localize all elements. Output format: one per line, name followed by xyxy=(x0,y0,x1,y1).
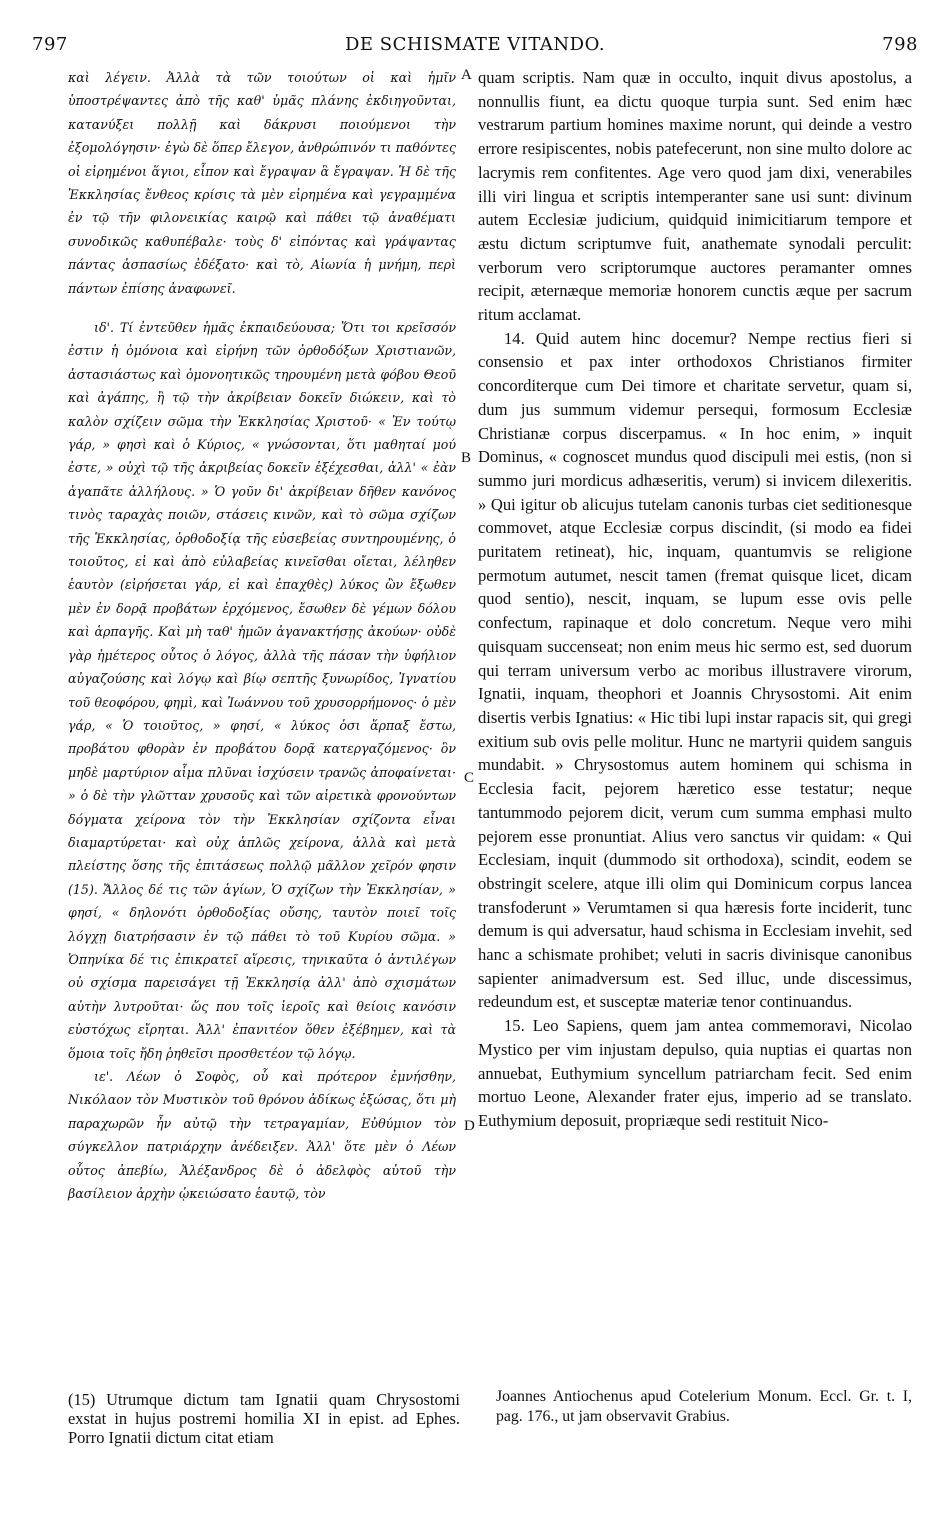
running-header xyxy=(32,30,918,60)
greek-paragraph-14: ιδ'. Τί ἐντεῦθεν ἡμᾶς ἐκπαιδεύουσα; Ὅτι τοι κρεῖσσόν ἐστιν ἡ ὁμόνοια καὶ εἰρήνη τῶν ὀρθοδόξων Χριστιανῶν, ἀστασιάστως καὶ ὁμονοητικῶς τηρουμένη μετὰ φόβου Θεοῦ καὶ ἀγάπης, ἢ τῷ τὴν ἀκρίβειαν δοκεῖν διώκειν, καὶ τὸ καλὸν σχίζειν σῶμα τὴν Ἐκκλησίας Χριστοῦ· « Ἐν τούτῳ γάρ, » φησὶ καὶ ὁ Κύριος, « γνώσονται, ὅτι μαθηταί μού ἐστε, » οὐχὶ τῷ τῆς ἀκριβείας δοκεῖν ἐξέχεσθαι, ἀλλ' « ἐὰν ἀγαπᾶτε ἀλλήλους. » Ὁ γοῦν δι' ἀκρίβειαν δῆθεν κανόνος τινὸς ταραχὰς ποιῶν, στάσεις κινῶν, καὶ τὸ σῶμα σχίζων τῆς Ἐκκλησίας, ὀρθοδοξίᾳ τῆς εὐσεβείας συντηρουμένης, ὁ τοιοῦτος, εἰ καὶ ἀπὸ εὐλαβείας κινεῖσθαι οἴεται, λέληθεν ἑαυτὸν (εἰρήσεται γάρ, εἰ καὶ ἐπαχθὲς) λύκος ὢν ἔξωθεν μὲν ἐν δορᾷ προβάτων ἐρχόμενος, ἔσωθεν δὲ γέμων δόλου καὶ ἁρπαγῆς. Καὶ μὴ ταθ' ἡμῶν ἀγανακτήσῃς ἀκούων· οὐδὲ γὰρ ἡμέτερος οὗτος ὁ λόγος, ἀλλὰ τῆς πάσαν τὴν ὑφήλιον αὐγαζούσης καὶ λόγῳ καὶ βίῳ σεπτῆς ξυνωρίδος, Ἰγνατίου τοῦ θεοφόρου, φημὶ, καὶ Ἰωάννου τοῦ χρυσορρήμονος· ὁ μὲν γάρ, « Ὁ τοιοῦτος, » φησί, « λύκος ὁσι ἅρπαξ ἔστω, προβάτου φθορὰν ἐν προβάτου δορᾷ κατεργαζόμενος· ὃν μηδὲ μαρτύριον αἷμα πλῦναι ἰσχύσειν τρανῶς ἀποφαίνεται· » ὁ δὲ τὴν γλῶτταν χρυσοῦς καὶ τῶν αἱρετικὰ φρονούντων δόγματα χείρονα τὸν τὴν Ἐκκλησίαν σχίζοντα εἶναι διαμαρτύρεται· καὶ οὐχ ἁπλῶς χείρονα, ἀλλὰ καὶ μετὰ πλείστης ὅσης τῆς ἐπιτάσεως πολλῷ μᾶλλον χεῖρόν φησιν (15). Ἄλλος δέ τις τῶν ἁγίων, Ὁ σχίζων τὴν Ἐκκλησίαν, » φησί, « δηλονότι ὀρθοδοξίας οὔσης, ταυτὸν ποιεῖ τοῖς λόγχῃ διατρήσασιν ἐν τῷ πάθει τὸ τοῦ Κυρίου σῶμα. » Ὁπηνίκα δέ τις ἐπικρατεῖ αἵρεσις, τηνικαῦτα ὁ ἀντιλέγων οὐ σχίσμα παρεισάγει τῇ Ἐκκλησίᾳ ἀλλ' ἀπὸ σχισμάτων αὐτὴν λυτροῦται· ὥς που τοῖς ἱεροῖς καὶ θείοις κανόσιν εὐστόχως εἴρηται. Ἀλλ' ἐπανιτέον ὅθεν ἐξέβημεν, καὶ τὰ ὅμοια τοῖς ἤδη ῥηθεῖσι προσθετέον τῷ λόγῳ. xyxy=(68,320,456,1061)
latin-paragraph-1: quam scriptis. Nam quæ in occulto, inquit divus apostolus, a nonnullis fiunt, ea dictu quoque turpia sunt. Sed enim hæc vestrarum partium homines maxime norunt, qui deinde a vestro errore resipiscentes, nobis patefecerunt, non sine multo dolore ac lacrymis rem confitentes. Age vero quod jam dixi, venerabiles illi viri lingua et scriptis intemperanter sane usi sunt: divinum autem Ecclesiæ judicium, quidquid inimicitiarum tempore et æstu dictum scriptumve fuit, anathemate synodali perculit: verborum vero scriptorumque auctores peramanter omnes recipit, æternæque memoriæ honorem cunctis æque per sacrum ritum acclamat. xyxy=(478,68,912,325)
latin-paragraph-15: 15. Leo Sapiens, quem jam antea commemoravi, Nicolao Mystico per vim injustam depulso, quia nuptias ei quartas non annuebat, Euthymium syncellum patriarcham fecit. Sed enim mortuo Leone, Alexander frater ejus, imperio ad se translato. Euthymium deposuit, propriæque sedi restituit Nico- xyxy=(478,1016,912,1130)
page-title: DE SCHISMATE VITANDO. xyxy=(344,34,606,55)
margin-marker-d: D xyxy=(464,1118,475,1134)
greek-paragraph-15: ιε'. Λέων ὁ Σοφὸς, οὗ καὶ πρότερον ἐμνήσθην, Νικόλαον τὸν Μυστικὸν τοῦ θρόνου ἀδίκως ἐξώσας, ὅτι μὴ παραχωρῶν ἦν αὐτῷ τὴν τετραγαμίαν, Εὐθύμιον τὸν σύγκελλον πατριάρχην ἀνέδειξεν. Ἀλλ' ὅτε μὲν ὁ Λέων οὗτος ἀπεβίω, Ἀλέξανδρος δὲ ὁ ἀδελφὸς αὐτοῦ τὴν βασίλειον ἀρχὴν ᾠκειώσατο ἑαυτῷ, τὸν xyxy=(68,1069,456,1202)
latin-column xyxy=(478,66,912,1133)
margin-marker-a: A xyxy=(461,67,472,83)
footnote-left: (15) Utrumque dictum tam Ignatii quam Chrysostomi exstat in hujus postremi homilia XI in epist. ad Ephes. Porro Ignatii dictum citat etiam xyxy=(68,1390,460,1447)
footnote-right: Joannes Antiochenus apud Cotelerium Monum. Eccl. Gr. t. I, pag. 176., ut jam observavit Grabius. xyxy=(496,1388,912,1425)
margin-marker-b: B xyxy=(461,450,472,466)
margin-marker-c: C xyxy=(464,770,475,786)
page-number-left: 797 xyxy=(32,34,68,55)
page-number-right: 798 xyxy=(882,34,918,55)
latin-paragraph-14: 14. Quid autem hinc docemur? Nempe rectius fieri si consensio et pax inter orthodoxos Christianos firmiter concorditerque cum Dei timore et charitate servetur, quam si, dum jus summum videmur persequi, formosum Ecclesiæ Christianæ corpus discerpamus. « In hoc enim, » inquit Dominus, « cognoscet mundus quod discipuli mei estis, (non si summo juri mordicus adhæseritis, verum) si invicem dilexeritis. » Qui igitur ob alicujus tutelam canonis turbas ciet seditionesque commovet, atque Ecclesiæ corpus discindit, (si modo ea fidei puritatem retineat), hic, inquam, quantumvis se religione permotum autumet, nescit tamen (fremat quisque licet, dicam quod sentio), nescit, inquam, se lupum esse ovis pelle confectum, rapinaque et dolo concretum. Neque vero mihi quisquam succenseat; non enim meus hic sermo est, sed duorum qui terram universum verbo ac moribus illustravere virorum, Ignatii, inquam, theophori et Joannis Chrysostomi. Ait enim disertis verbis Ignatius: « Hic tibi lupi instar rapacis sit, qui gregi exitium sub ovis pelle molitur. Hunc ne martyrii quidem sanguis mundabit. » Chrysostomus autem hominem qui schisma in Ecclesia facit, pejorem hæretico esse testatur; neque tantummodo pejorem dicit, verum cum summa emphasi multo pejorem esse pronuntiat. Alius vero sanctus vir quidam: « Qui Ecclesiam, inquit (dummodo sit orthodoxa), scindit, eodem se obstringit scelere, atque illi olim qui Dominicum corpus lancea transfoderunt » Verumtamen si qua hæresis forte inciderit, tunc demum is qui adversatur, haud schisma in Ecclesiam invehit, sed hanc a schismate prohibet; veluti in sacris divinisque canonibus sapienter animadversum est. Sed illuc, unde discessimus, redeundum est, et susceptæ materiæ tenor continuandus. xyxy=(478,328,912,1012)
greek-column xyxy=(68,66,456,1205)
greek-paragraph-1: καὶ λέγειν. Ἀλλὰ τὰ τῶν τοιούτων οἱ καὶ ἡμῖν ὑποστρέψαντες ἀπὸ τῆς καθ' ὑμᾶς πλάνης ἐκδιηγοῦνται, κατανύξει πολλῇ καὶ δάκρυσι ποιούμενοι τὴν ἐξομολόγησιν· ἐγὼ δὲ ὅπερ ἔλεγον, ἀνθρώπινόν τι παθόντες οἱ εἰρημένοι ἅγιοι, εἶπον καὶ ἔγραψαν ἃ ἔγραψαν. Ἡ δὲ τῆς Ἐκκλησίας ἔνθεος κρίσις τὰ μὲν εἰρημένα καὶ γεγραμμένα ἐν τῷ τῆν φιλονεικίας καιρῷ καὶ πάθει τῷ ἀναθέματι συνοδικῶς καθυπέβαλε· τοὺς δ' εἰπόντας καὶ γράψαντας πάντας ἀσπασίως ἐδέξατο· καὶ τὸ, Αἰωνία ἡ μνήμη, περὶ πάντων ἐπίσης ἀναφωνεῖ. xyxy=(68,70,456,296)
